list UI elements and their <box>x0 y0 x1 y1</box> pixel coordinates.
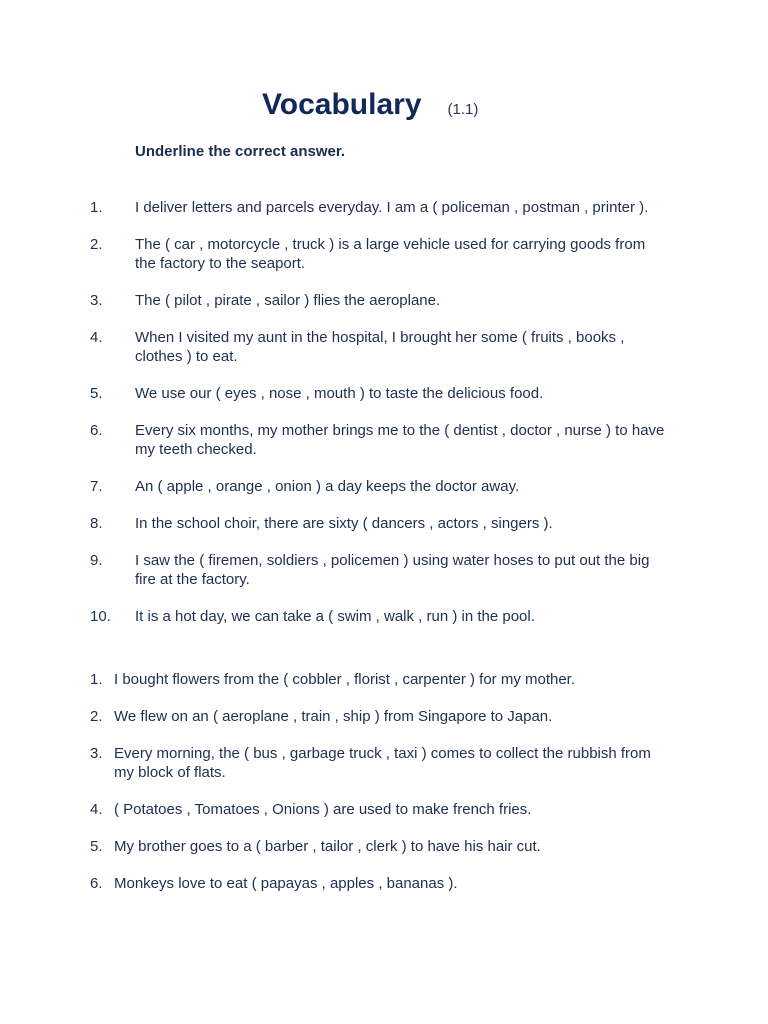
question-text: I saw the ( firemen, soldiers , policemen ) using water hoses to put out the big fire at the factory. <box>135 552 650 588</box>
question-text: When I visited my aunt in the hospital, I brought her some ( fruits , books , clothes ) to eat. <box>135 329 625 365</box>
question-number: 9. <box>90 552 103 569</box>
title-row <box>262 88 478 122</box>
question-item <box>90 744 670 782</box>
question-text: I deliver letters and parcels everyday. I am a ( policeman , postman , printer ). <box>135 199 649 216</box>
question-number: 4. <box>90 801 103 818</box>
question-number: 1. <box>90 199 103 216</box>
question-text: In the school choir, there are sixty ( dancers , actors , singers ). <box>135 515 553 532</box>
question-text: The ( car , motorcycle , truck ) is a large vehicle used for carrying goods from the factory to the seaport. <box>135 236 646 272</box>
question-number: 10. <box>90 608 111 625</box>
question-text: Monkeys love to eat ( papayas , apples , bananas ). <box>114 875 458 892</box>
question-number: 5. <box>90 385 103 402</box>
question-text: We use our ( eyes , nose , mouth ) to taste the delicious food. <box>135 385 544 402</box>
question-list-one <box>90 198 670 644</box>
question-item <box>90 551 670 589</box>
question-text: An ( apple , orange , onion ) a day keeps the doctor away. <box>135 478 520 495</box>
question-text: We flew on an ( aeroplane , train , ship ) from Singapore to Japan. <box>114 708 553 725</box>
instruction-text: Underline the correct answer. <box>135 143 346 160</box>
question-number: 4. <box>90 329 103 346</box>
question-number: 2. <box>90 236 103 253</box>
question-item <box>90 235 670 273</box>
question-item <box>90 607 670 626</box>
question-item <box>90 874 670 893</box>
question-number: 3. <box>90 745 103 762</box>
question-number: 6. <box>90 422 103 439</box>
question-item <box>90 837 670 856</box>
question-text: It is a hot day, we can take a ( swim , walk , run ) in the pool. <box>135 608 535 625</box>
question-number: 1. <box>90 671 103 688</box>
question-item <box>90 707 670 726</box>
question-list-two <box>90 670 670 911</box>
page-subtitle: (1.1) <box>447 101 479 118</box>
question-item <box>90 291 670 310</box>
question-item <box>90 477 670 496</box>
question-text: ( Potatoes , Tomatoes , Onions ) are used to make french fries. <box>114 801 532 818</box>
question-item <box>90 384 670 403</box>
question-number: 7. <box>90 478 103 495</box>
question-item <box>90 421 670 459</box>
question-text: I bought flowers from the ( cobbler , florist , carpenter ) for my mother. <box>114 671 576 688</box>
question-text: Every six months, my mother brings me to the ( dentist , doctor , nurse ) to have my teeth checked. <box>135 422 665 458</box>
question-item <box>90 514 670 533</box>
question-item <box>90 328 670 366</box>
page-title: Vocabulary <box>262 88 422 121</box>
question-number: 5. <box>90 838 103 855</box>
question-item <box>90 800 670 819</box>
question-item <box>90 670 670 689</box>
question-number: 3. <box>90 292 103 309</box>
question-number: 8. <box>90 515 103 532</box>
question-number: 6. <box>90 875 103 892</box>
question-item <box>90 198 670 217</box>
question-text: Every morning, the ( bus , garbage truck , taxi ) comes to collect the rubbish from my block of flats. <box>114 745 651 781</box>
question-number: 2. <box>90 708 103 725</box>
question-text: The ( pilot , pirate , sailor ) flies the aeroplane. <box>135 292 441 309</box>
question-text: My brother goes to a ( barber , tailor , clerk ) to have his hair cut. <box>114 838 541 855</box>
